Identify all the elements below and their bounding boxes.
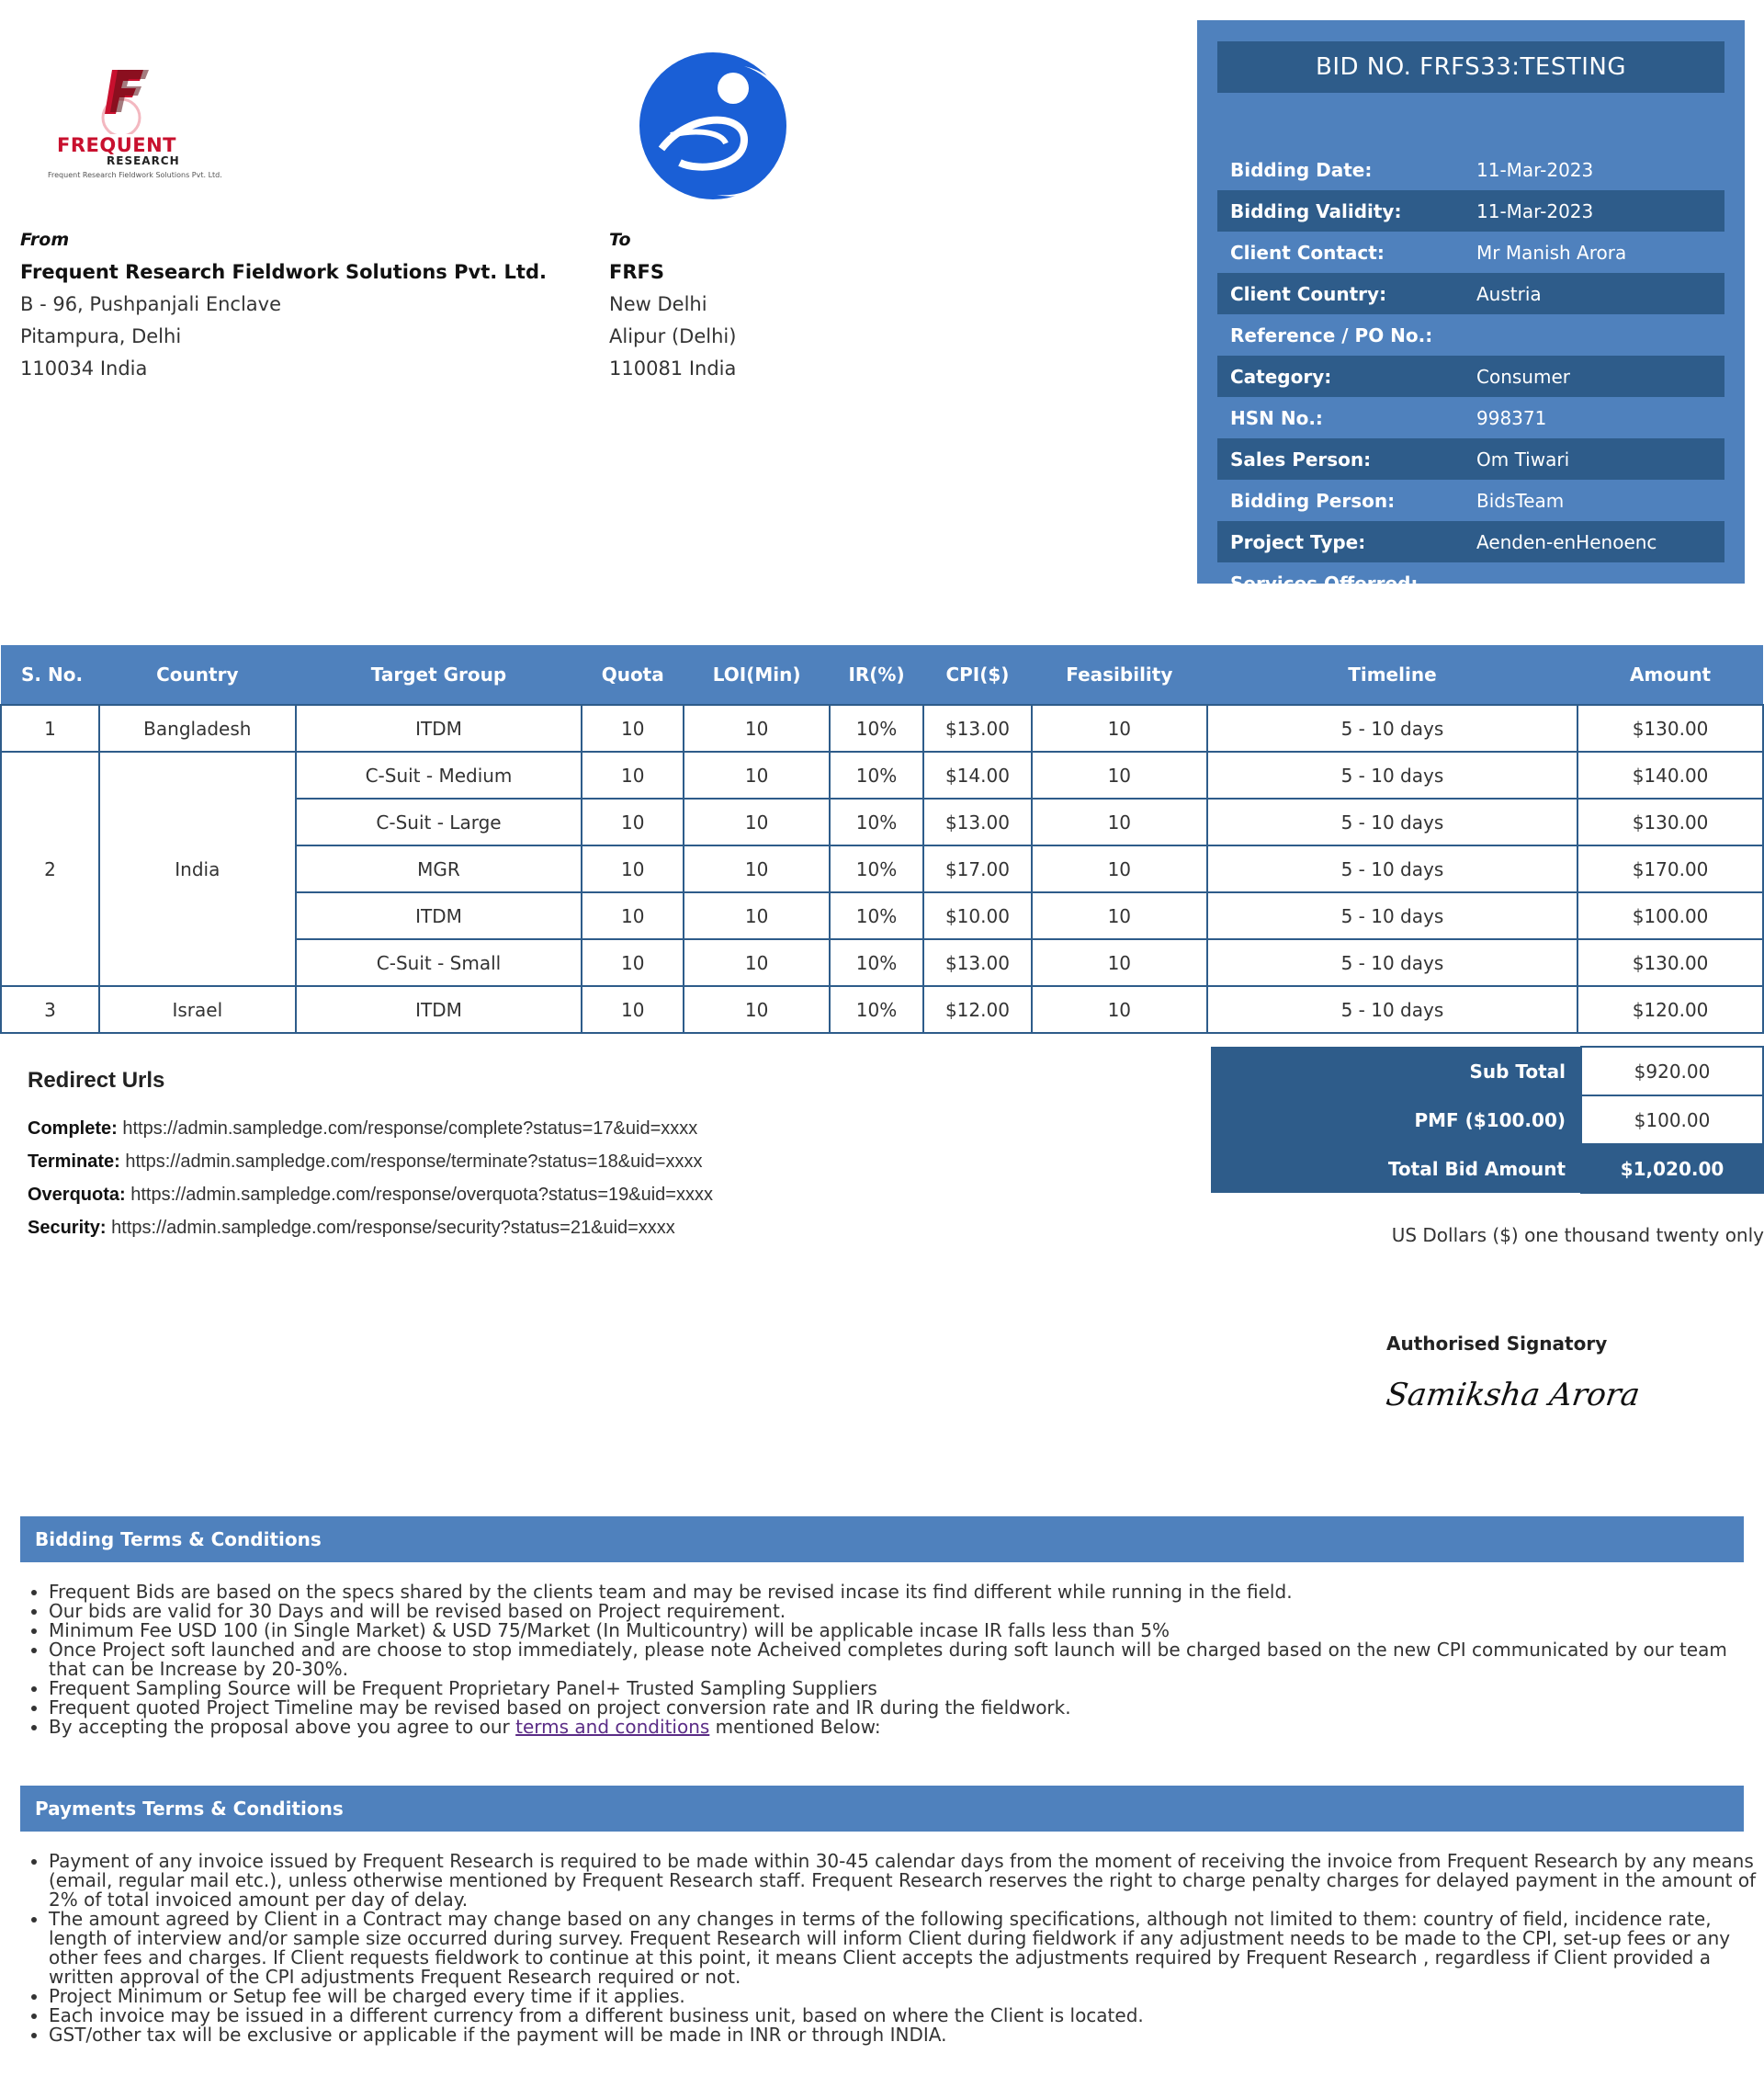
- terms-prefix: By accepting the proposal above you agree to our: [49, 1716, 510, 1738]
- cell-amount: $100.00: [1577, 892, 1763, 939]
- bid-info-rows: [1217, 149, 1724, 604]
- cell-loi: 10: [684, 892, 830, 939]
- bid-row-value: 998371: [1476, 406, 1547, 429]
- to-label: To: [609, 230, 631, 250]
- cell-quota: 10: [582, 939, 684, 986]
- cell-feasibility: 10: [1032, 892, 1207, 939]
- bid-row-value: Consumer: [1476, 365, 1570, 388]
- cell-feasibility: 10: [1032, 705, 1207, 752]
- cell-quota: 10: [582, 799, 684, 845]
- bid-row-label: Bidding Date:: [1230, 158, 1373, 181]
- cell-feasibility: 10: [1032, 799, 1207, 845]
- col-header-cpi: CPI($): [923, 645, 1032, 705]
- redirect-url-label: Security:: [28, 1218, 107, 1238]
- bidding-terms-title: Bidding Terms & Conditions: [35, 1528, 322, 1550]
- bid-row-value: 11-Mar-2023: [1476, 158, 1594, 181]
- cell-cpi: $13.00: [923, 939, 1032, 986]
- cell-feasibility: 10: [1032, 752, 1207, 799]
- cell-amount: $140.00: [1577, 752, 1763, 799]
- amount-in-words: US Dollars ($) one thousand twenty only: [1391, 1224, 1764, 1246]
- cell-ir: 10%: [830, 845, 923, 892]
- bid-row-sales-person: [1217, 438, 1724, 480]
- bid-row-value: Aenden-enHenoenc: [1476, 530, 1657, 553]
- list-item: • Minimum Fee USD 100 (in Single Market) & USD 75/Market (In Multicountry) will be applicable incase IR falls less than 5%: [49, 1621, 1764, 1640]
- to-address: [609, 224, 736, 385]
- bid-row-services-offered: [1217, 562, 1724, 604]
- grand-total-row: [1211, 1144, 1763, 1193]
- list-item: • Our bids are valid for 30 Days and will be revised based on Project requirement.: [49, 1602, 1764, 1621]
- cell-loi: 10: [684, 986, 830, 1033]
- company-logo: [44, 62, 222, 182]
- cell-timeline: 5 - 10 days: [1207, 986, 1577, 1033]
- bid-row-label: Sales Person:: [1230, 448, 1372, 471]
- bid-row-label: Services Offerred:: [1230, 572, 1419, 595]
- bid-row-label: Reference / PO No.:: [1230, 323, 1433, 346]
- col-header-quota: Quota: [582, 645, 684, 705]
- cell-target-group: C-Suit - Medium: [296, 752, 582, 799]
- redirect-url-complete: [28, 1112, 713, 1145]
- grand-total-value: $1,020.00: [1581, 1144, 1763, 1193]
- redirect-url-label: Complete:: [28, 1118, 118, 1139]
- from-line2: Pitampura, Delhi: [20, 325, 182, 347]
- from-name: Frequent Research Fieldwork Solutions Pvt. Ltd.: [20, 261, 547, 283]
- bid-row-label: HSN No.:: [1230, 406, 1323, 429]
- redirect-url-overquota: [28, 1178, 713, 1211]
- bid-row-label: Bidding Person:: [1230, 489, 1396, 512]
- list-item: • The amount agreed by Client in a Contract may change based on any changes in terms of the following specifications, although not limited to them: country of field, incidence rate, length of interview and/or sample size occurred during survey. Frequent Research will inform Client during fieldwork if any adjustment needs to be made to the CPI, set-up fees or any other fees and charges. If Client requests fieldwork to continue at this point, it means Client accepts the adjustments required by Frequent Research , regardless if Client provided a written approval of the CPI adjustments Frequent Research required or not.: [49, 1910, 1764, 1987]
- cell-loi: 10: [684, 845, 830, 892]
- bid-row-value: Austria: [1476, 282, 1542, 305]
- sub-total-label: Sub Total: [1211, 1047, 1581, 1095]
- bid-row-bidding-person: [1217, 480, 1724, 521]
- cell-timeline: 5 - 10 days: [1207, 705, 1577, 752]
- redirect-urls-section: [28, 1068, 713, 1244]
- cell-cpi: $10.00: [923, 892, 1032, 939]
- bid-number-title: BID NO. FRFS33:TESTING: [1217, 41, 1724, 93]
- cell-cpi: $13.00: [923, 705, 1032, 752]
- cell-loi: 10: [684, 705, 830, 752]
- company-logo-tagline: Frequent Research Fieldwork Solutions Pvt. Ltd.: [48, 171, 222, 179]
- cell-country: Israel: [99, 986, 296, 1033]
- company-logo-icon: [96, 66, 154, 134]
- company-logo-sub: RESEARCH: [107, 154, 180, 167]
- cell-amount: $170.00: [1577, 845, 1763, 892]
- sub-total-row: [1211, 1047, 1763, 1095]
- col-header-timeline: Timeline: [1207, 645, 1577, 705]
- col-header-loi: LOI(Min): [684, 645, 830, 705]
- cell-amount: $130.00: [1577, 799, 1763, 845]
- cell-sno: 3: [1, 986, 99, 1033]
- col-header-ir: IR(%): [830, 645, 923, 705]
- bid-row-label: Client Country:: [1230, 282, 1387, 305]
- grand-total-label: Total Bid Amount: [1211, 1144, 1581, 1193]
- cell-ir: 10%: [830, 986, 923, 1033]
- pmf-row: [1211, 1095, 1763, 1144]
- cell-sno: 2: [1, 752, 99, 986]
- redirect-url-label: Terminate:: [28, 1151, 120, 1172]
- bid-row-value: Mr Manish Arora: [1476, 241, 1627, 264]
- cell-amount: $120.00: [1577, 986, 1763, 1033]
- col-header-feasibility: Feasibility: [1032, 645, 1207, 705]
- cell-cpi: $13.00: [923, 799, 1032, 845]
- list-item: • Each invoice may be issued in a different currency from a different business unit, based on where the Client is located.: [49, 2006, 1764, 2025]
- pmf-value: $100.00: [1581, 1095, 1763, 1144]
- bid-row-reference: [1217, 314, 1724, 356]
- cell-feasibility: 10: [1032, 939, 1207, 986]
- cell-loi: 10: [684, 939, 830, 986]
- from-label: From: [20, 230, 70, 250]
- payment-terms-list: [24, 1852, 1764, 2045]
- cell-loi: 10: [684, 752, 830, 799]
- redirect-url-value[interactable]: https://admin.sampledge.com/response/security?status=21&uid=xxxx: [111, 1218, 675, 1238]
- bid-row-bidding-validity: [1217, 190, 1724, 232]
- cell-amount: $130.00: [1577, 705, 1763, 752]
- bid-row-label: Bidding Validity:: [1230, 199, 1402, 222]
- cell-ir: 10%: [830, 799, 923, 845]
- bidding-terms-header: [20, 1516, 1744, 1562]
- cell-target-group: ITDM: [296, 705, 582, 752]
- from-line1: B - 96, Pushpanjali Enclave: [20, 293, 281, 315]
- bid-row-client-contact: [1217, 232, 1724, 273]
- bid-row-label: Category:: [1230, 365, 1332, 388]
- col-header-amount: Amount: [1577, 645, 1763, 705]
- list-item: • Frequent Bids are based on the specs shared by the clients team and may be revised incase its find different while running in the field.: [49, 1583, 1764, 1602]
- redirect-url-label: Overquota:: [28, 1185, 126, 1205]
- table-header-row: [1, 645, 1763, 705]
- totals-table: [1211, 1046, 1764, 1194]
- bid-row-value: BidsTeam: [1476, 489, 1565, 512]
- pmf-label: PMF ($100.00): [1211, 1095, 1581, 1144]
- cell-quota: 10: [582, 752, 684, 799]
- to-name: FRFS: [609, 261, 664, 283]
- cell-timeline: 5 - 10 days: [1207, 799, 1577, 845]
- cell-timeline: 5 - 10 days: [1207, 939, 1577, 986]
- bid-row-value: 11-Mar-2023: [1476, 199, 1594, 222]
- col-header-sno: S. No.: [1, 645, 99, 705]
- bid-row-project-type: [1217, 521, 1724, 562]
- cell-feasibility: 10: [1032, 986, 1207, 1033]
- cell-target-group: C-Suit - Large: [296, 799, 582, 845]
- cell-target-group: ITDM: [296, 892, 582, 939]
- list-item: • Payment of any invoice issued by Frequent Research is required to be made within 30-45 calendar days from the moment of receiving the invoice from Frequent Research by any means (email, regular mail etc.), unless otherwise mentioned by Frequent Research staff. Frequent Research reserves the right to charge penalty charges for delayed payment in the amount of 2% of total invoiced amount per day of delay.: [49, 1852, 1764, 1910]
- cell-target-group: MGR: [296, 845, 582, 892]
- list-item: • Frequent quoted Project Timeline may be revised based on project conversion rate and IR during the fieldwork.: [49, 1698, 1764, 1718]
- list-item: [49, 1718, 1764, 1737]
- table-row: [1, 986, 1763, 1033]
- to-line2: Alipur (Delhi): [609, 325, 737, 347]
- bid-row-label: Project Type:: [1230, 530, 1366, 553]
- cell-timeline: 5 - 10 days: [1207, 892, 1577, 939]
- terms-and-conditions-link[interactable]: terms and conditions: [515, 1716, 710, 1738]
- cell-cpi: $17.00: [923, 845, 1032, 892]
- bid-row-client-country: [1217, 273, 1724, 314]
- table-row: [1, 705, 1763, 752]
- cell-ir: 10%: [830, 705, 923, 752]
- bid-info-panel: [1197, 20, 1745, 595]
- redirect-url-security: [28, 1211, 713, 1244]
- bid-row-value: Om Tiwari: [1476, 448, 1570, 471]
- cell-timeline: 5 - 10 days: [1207, 752, 1577, 799]
- bid-items-table: [0, 645, 1764, 1034]
- cell-ir: 10%: [830, 939, 923, 986]
- redirect-url-value[interactable]: https://admin.sampledge.com/response/terminate?status=18&uid=xxxx: [125, 1151, 703, 1172]
- cell-quota: 10: [582, 892, 684, 939]
- table-row: [1, 752, 1763, 799]
- authorised-signatory-label: Authorised Signatory: [1386, 1333, 1608, 1355]
- redirect-urls-title: Redirect Urls: [28, 1068, 165, 1093]
- cell-timeline: 5 - 10 days: [1207, 845, 1577, 892]
- payment-terms-header: [20, 1786, 1744, 1832]
- cell-target-group: C-Suit - Small: [296, 939, 582, 986]
- list-item: • Frequent Sampling Source will be Frequent Proprietary Panel+ Trusted Sampling Suppliers: [49, 1679, 1764, 1698]
- cell-cpi: $14.00: [923, 752, 1032, 799]
- cell-quota: 10: [582, 986, 684, 1033]
- cell-feasibility: 10: [1032, 845, 1207, 892]
- to-line3: 110081 India: [609, 357, 737, 380]
- signature: Samiksha Arora: [1384, 1377, 1643, 1413]
- client-logo-icon: [634, 48, 792, 204]
- redirect-url-value[interactable]: https://admin.sampledge.com/response/complete?status=17&uid=xxxx: [122, 1118, 698, 1139]
- company-logo-word: FREQUENT: [57, 134, 177, 156]
- terms-suffix: mentioned Below:: [715, 1716, 881, 1738]
- cell-quota: 10: [582, 845, 684, 892]
- bidding-terms-list: [24, 1583, 1764, 1737]
- cell-amount: $130.00: [1577, 939, 1763, 986]
- cell-country: India: [99, 752, 296, 986]
- bid-row-hsn: [1217, 397, 1724, 438]
- col-header-country: Country: [99, 645, 296, 705]
- list-item: • GST/other tax will be exclusive or applicable if the payment will be made in INR or through INDIA.: [49, 2025, 1764, 2045]
- cell-ir: 10%: [830, 752, 923, 799]
- cell-target-group: ITDM: [296, 986, 582, 1033]
- from-address: [20, 224, 547, 385]
- redirect-url-value[interactable]: https://admin.sampledge.com/response/overquota?status=19&uid=xxxx: [130, 1185, 713, 1205]
- cell-quota: 10: [582, 705, 684, 752]
- cell-sno: 1: [1, 705, 99, 752]
- to-line1: New Delhi: [609, 293, 707, 315]
- cell-cpi: $12.00: [923, 986, 1032, 1033]
- sub-total-value: $920.00: [1581, 1047, 1763, 1095]
- col-header-target-group: Target Group: [296, 645, 582, 705]
- bid-row-bidding-date: [1217, 149, 1724, 190]
- bid-row-label: Client Contact:: [1230, 241, 1385, 264]
- cell-country: Bangladesh: [99, 705, 296, 752]
- list-item: • Once Project soft launched and are choose to stop immediately, please note Acheived completes during soft launch will be charged based on the new CPI communicated by our team that can be Increase by 20-30%.: [49, 1640, 1764, 1679]
- bid-row-category: [1217, 356, 1724, 397]
- cell-loi: 10: [684, 799, 830, 845]
- cell-ir: 10%: [830, 892, 923, 939]
- payment-terms-title: Payments Terms & Conditions: [35, 1798, 344, 1820]
- from-line3: 110034 India: [20, 357, 148, 380]
- redirect-url-terminate: [28, 1145, 713, 1178]
- list-item: • Project Minimum or Setup fee will be charged every time if it applies.: [49, 1987, 1764, 2006]
